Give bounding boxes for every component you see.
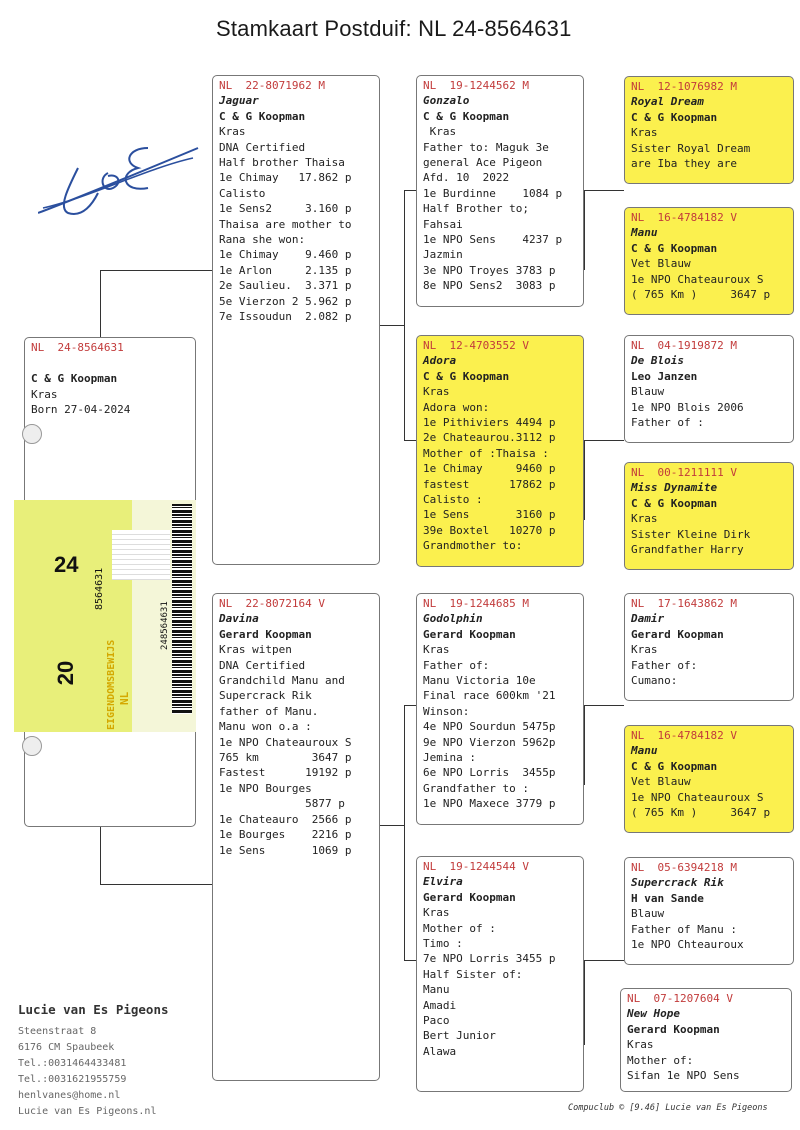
detail-line: 9e NPO Vierzon 5962p — [423, 735, 556, 749]
detail-line: Kras — [423, 906, 450, 920]
pigeon-name: Manu — [631, 744, 658, 758]
detail-line: 2e Chateaurou.3112 p — [423, 431, 556, 445]
detail-line: Manu won o.a : — [219, 720, 312, 734]
ring-number: NL 12-4703552 V — [423, 339, 529, 352]
detail-line: Kras — [631, 512, 658, 526]
pigeon-name: Adora — [423, 354, 457, 368]
connector — [404, 190, 416, 191]
connector — [584, 440, 585, 520]
sticker-ring-number: 8564631 — [94, 567, 105, 610]
detail-line: general Ace Pigeon — [423, 156, 543, 170]
detail-line: Grandfather Harry — [631, 543, 744, 557]
connector — [404, 705, 416, 706]
owner-address: Steenstraat 8 — [18, 1026, 97, 1037]
fm-card — [416, 335, 584, 567]
breeder-name: C & G Koopman — [631, 496, 718, 510]
detail-line: 1e NPO Chteauroux — [631, 938, 744, 952]
ring-number: NL 17-1643862 M — [631, 597, 737, 610]
fmm-card — [624, 462, 794, 570]
owner-website: Lucie van Es Pigeons.nl — [18, 1106, 157, 1117]
ring-number: NL 19-1244685 M — [423, 597, 529, 610]
page-title: Stamkaart Postduif: NL 24-8564631 — [216, 16, 572, 41]
detail-line: 1e NPO Blois 2006 — [631, 400, 744, 414]
detail-line: Sister Royal Dream — [631, 141, 751, 155]
detail-line: Paco — [423, 1014, 450, 1028]
detail-line: Final race 600km '21 — [423, 689, 556, 703]
detail-line: 3e NPO Troyes 3783 p — [423, 263, 556, 277]
detail-line: ( 765 Km ) 3647 p — [631, 288, 771, 302]
breeder-name: Gerard Koopman — [219, 627, 312, 641]
detail-line: 1e Chateauro 2566 p — [219, 812, 352, 826]
detail-line: 39e Boxtel 10270 p — [423, 523, 556, 537]
mf-card — [416, 593, 584, 825]
detail-line: Afd. 10 2022 — [423, 171, 510, 185]
detail-line: Kras — [627, 1038, 654, 1052]
detail-line: Grandfather to : — [423, 781, 529, 795]
detail-line: Father to: Maguk 3e — [423, 140, 549, 154]
detail-line: Father of Manu : — [631, 922, 737, 936]
detail-line: are Iba they are — [631, 157, 737, 171]
connector — [584, 960, 624, 961]
subject-born: Born 27-04-2024 — [31, 403, 131, 417]
detail-line: 4e NPO Sourdun 5475p — [423, 720, 556, 734]
connector — [584, 190, 585, 270]
sticker-nl: NL — [118, 691, 131, 705]
breeder-name: C & G Koopman — [631, 241, 718, 255]
detail-line: 1e Chimay 9.460 p — [219, 248, 352, 262]
ff-card — [416, 75, 584, 307]
pigeon-name: Gonzalo — [423, 94, 470, 108]
detail-line: 1e NPO Maxece 3779 p — [423, 797, 556, 811]
detail-line: 1e Sens 3160 p — [423, 508, 556, 522]
detail-line: Winson: — [423, 704, 470, 718]
details — [219, 642, 373, 858]
subject-breeder: C & G Koopman — [31, 372, 118, 386]
ring-number: NL 19-1244562 M — [423, 79, 529, 92]
mmf-card — [624, 857, 794, 965]
detail-line: 1e NPO Chateauroux S — [631, 790, 764, 804]
signature — [38, 118, 203, 223]
sticker-year-b: 20 — [53, 660, 79, 686]
connector — [404, 705, 405, 960]
sticker-logos — [112, 530, 170, 580]
detail-line: Blauw — [631, 385, 665, 399]
detail-line: Vet Blauw — [631, 257, 691, 271]
ring-number: NL 19-1244544 V — [423, 860, 529, 873]
detail-line: Half Brother to; — [423, 202, 529, 216]
mfm-card — [624, 725, 794, 833]
detail-line: 1e Arlon 2.135 p — [219, 263, 352, 277]
connector — [584, 705, 624, 706]
detail-line: Father of : — [631, 416, 704, 430]
detail-line: Amadi — [423, 998, 457, 1012]
owner-postcode: 6176 CM Spaubeek — [18, 1042, 115, 1053]
ring-number: NL 00-1211111 V — [631, 466, 737, 479]
detail-line: DNA Certified — [219, 140, 306, 154]
detail-line: Kras — [423, 385, 450, 399]
breeder-name: C & G Koopman — [219, 109, 306, 123]
detail-line: Kras — [423, 643, 450, 657]
punch-hole — [22, 424, 42, 444]
detail-line: Half Sister of: — [423, 967, 523, 981]
pigeon-name: Jaguar — [219, 94, 259, 108]
breeder-name: Gerard Koopman — [631, 627, 724, 641]
ring-number: NL 04-1919872 M — [631, 339, 737, 352]
connector — [584, 190, 624, 191]
pigeon-name: Royal Dream — [631, 95, 704, 109]
detail-line: 8e NPO Sens2 3083 p — [423, 279, 556, 293]
detail-line: Timo : — [423, 937, 463, 951]
breeder-name: C & G Koopman — [631, 110, 718, 124]
detail-line: 765 km 3647 p — [219, 751, 352, 765]
owner-info — [18, 1002, 169, 1120]
detail-line: 1e Bourges 2216 p — [219, 828, 352, 842]
detail-line: 1e NPO Bourges — [219, 781, 312, 795]
pigeon-name: Godolphin — [423, 612, 483, 626]
detail-line: father of Manu. — [219, 704, 319, 718]
pigeon-name: New Hope — [627, 1007, 680, 1021]
detail-line: 1e Chimay 9460 p — [423, 462, 556, 476]
breeder-name: C & G Koopman — [631, 759, 718, 773]
breeder-name: H van Sande — [631, 891, 704, 905]
detail-line: Mother of : — [423, 921, 496, 935]
detail-line: Thaisa are mother to — [219, 217, 352, 231]
detail-line: 1e Sens 1069 p — [219, 843, 352, 857]
fmf-card — [624, 335, 794, 443]
subject-color: Kras — [31, 387, 58, 401]
detail-line: 1e Burdinne 1084 p — [423, 186, 563, 200]
connector — [380, 325, 404, 326]
breeder-name: Gerard Koopman — [423, 890, 516, 904]
detail-line: Adora won: — [423, 400, 490, 414]
mff-card — [624, 593, 794, 701]
barcode — [172, 504, 192, 714]
detail-line: Fahsai — [423, 217, 463, 231]
detail-line: Kras — [631, 643, 658, 657]
detail-line: Manu — [423, 983, 450, 997]
pigeon-name: Supercrack Rik — [631, 876, 724, 890]
detail-line: Alawa — [423, 1044, 457, 1058]
owner-phone-2: Tel.:0031621955759 — [18, 1074, 127, 1085]
fff-card — [624, 76, 794, 184]
detail-line: Calisto — [219, 186, 266, 200]
detail-line: Father of: — [631, 658, 698, 672]
ring-number: NL 22-8071962 M — [219, 79, 325, 92]
detail-line: 5e Vierzon 2 5.962 p — [219, 294, 352, 308]
connector — [584, 705, 585, 785]
detail-line: Sister Kleine Dirk — [631, 527, 751, 541]
detail-line: Bert Junior — [423, 1029, 496, 1043]
detail-line: Jazmin — [423, 248, 463, 262]
detail-line: Grandmother to: — [423, 539, 523, 553]
mm-card — [416, 856, 584, 1092]
connector — [404, 960, 416, 961]
details — [219, 124, 373, 324]
detail-line: 1e NPO Sens 4237 p — [423, 233, 563, 247]
ring-number: NL 12-1076982 M — [631, 80, 737, 93]
detail-line: Vet Blauw — [631, 775, 691, 789]
ring-sticker — [14, 500, 196, 732]
detail-line: 1e Pithiviers 4494 p — [423, 416, 556, 430]
pigeon-name: Elvira — [423, 875, 463, 889]
detail-line: Rana she won: — [219, 233, 306, 247]
pigeon-name: Davina — [219, 612, 259, 626]
detail-line: Kras witpen — [219, 643, 292, 657]
detail-line: 1e NPO Chateauroux S — [631, 272, 764, 286]
sticker-side-text: EIGENDOMSBEWIJS — [106, 639, 117, 730]
detail-line: Supercrack Rik — [219, 689, 312, 703]
detail-line: Jemina : — [423, 751, 476, 765]
detail-line: Grandchild Manu and — [219, 674, 345, 688]
connector — [100, 884, 212, 885]
breeder-name: C & G Koopman — [423, 369, 510, 383]
detail-line: 7e NPO Lorris 3455 p — [423, 952, 556, 966]
mmm-card — [620, 988, 792, 1092]
pigeon-name: Manu — [631, 226, 658, 240]
detail-line: 1e Sens2 3.160 p — [219, 202, 352, 216]
breeder-name: Gerard Koopman — [627, 1022, 720, 1036]
connector — [100, 270, 101, 338]
owner-phone: Tel.:0031464433481 — [18, 1058, 127, 1069]
pigeon-name: Damir — [631, 612, 665, 626]
ring-number: NL 16-4784182 V — [631, 211, 737, 224]
detail-line: Mother of :Thaisa : — [423, 446, 549, 460]
detail-line: Kras — [631, 126, 658, 140]
detail-line: Calisto : — [423, 493, 483, 507]
ffm-card — [624, 207, 794, 315]
pigeon-name: Miss Dynamite — [631, 481, 718, 495]
ring-number: NL 05-6394218 M — [631, 861, 737, 874]
connector — [584, 440, 624, 441]
detail-line: 1e NPO Chateauroux S — [219, 735, 352, 749]
ring-number: NL 07-1207604 V — [627, 992, 733, 1005]
breeder-name: Leo Janzen — [631, 369, 698, 383]
mother-card — [212, 593, 380, 1081]
connector — [584, 960, 585, 1045]
connector — [380, 825, 404, 826]
detail-line: Manu Victoria 10e — [423, 674, 536, 688]
detail-line: 5877 p — [219, 797, 345, 811]
father-card — [212, 75, 380, 565]
punch-hole — [22, 736, 42, 756]
connector — [404, 190, 405, 440]
pigeon-name: De Blois — [631, 354, 684, 368]
detail-line: Fastest 19192 p — [219, 766, 352, 780]
detail-line: DNA Certified — [219, 658, 306, 672]
detail-line: fastest 17862 p — [423, 477, 556, 491]
breeder-name: Gerard Koopman — [423, 627, 516, 641]
detail-line: Mother of: — [627, 1053, 694, 1067]
owner-email: henlvanes@home.nl — [18, 1090, 121, 1101]
detail-line: Kras — [219, 125, 246, 139]
detail-line: 6e NPO Lorris 3455p — [423, 766, 556, 780]
detail-line: 2e Saulieu. 3.371 p — [219, 279, 352, 293]
detail-line: Blauw — [631, 907, 665, 921]
detail-line: 7e Issoudun 2.082 p — [219, 310, 352, 324]
subject-ring: NL 24-8564631 — [31, 341, 124, 354]
ring-number: NL 22-8072164 V — [219, 597, 325, 610]
detail-line: 1e Chimay 17.862 p — [219, 171, 352, 185]
sticker-year-a: 24 — [54, 552, 79, 577]
ring-number: NL 16-4784182 V — [631, 729, 737, 742]
detail-line: Half brother Thaisa — [219, 156, 345, 170]
detail-line: Cumano: — [631, 674, 678, 688]
detail-line: Kras — [423, 125, 457, 139]
owner-name: Lucie van Es Pigeons — [18, 1002, 169, 1017]
breeder-name: C & G Koopman — [423, 109, 510, 123]
connector — [100, 826, 101, 884]
detail-line: Sifan 1e NPO Sens — [627, 1069, 740, 1083]
detail-line: ( 765 Km ) 3647 p — [631, 806, 771, 820]
barcode-number: 248564631 — [160, 601, 170, 650]
connector — [404, 440, 416, 441]
software-credit: Compuclub © [9.46] Lucie van Es Pigeons — [568, 1103, 768, 1113]
connector — [100, 270, 212, 271]
detail-line: Father of: — [423, 658, 490, 672]
